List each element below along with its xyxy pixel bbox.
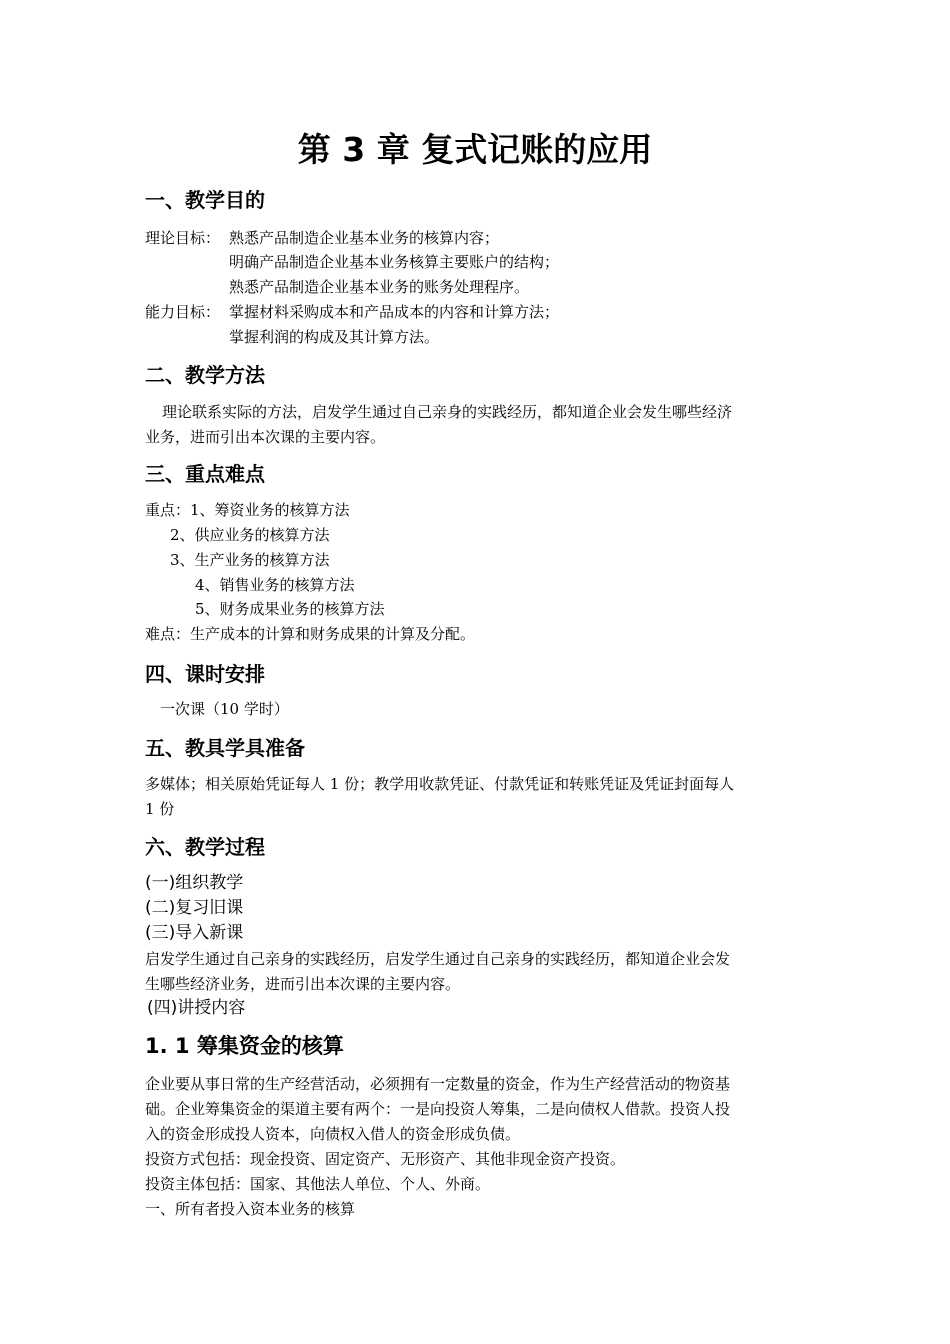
process-item: (三)导入新课 bbox=[145, 923, 244, 943]
paragraph-line: 生哪些经济业务，进而引出本次课的主要内容。 bbox=[145, 975, 461, 993]
heading-teaching-aids: 五、教具学具准备 bbox=[145, 736, 305, 760]
heading-schedule: 四、课时安排 bbox=[145, 662, 265, 686]
key-point-line: 重点：1、筹资业务的核算方法 bbox=[145, 501, 350, 519]
paragraph-line: 1 份 bbox=[145, 800, 175, 818]
theory-goal-line: 熟悉产品制造企业基本业务的账务处理程序。 bbox=[229, 278, 530, 296]
paragraph-line: 业务，进而引出本次课的主要内容。 bbox=[145, 428, 386, 446]
theory-goal-line: 明确产品制造企业基本业务核算主要账户的结构； bbox=[229, 253, 560, 271]
key-point-line: 3、生产业务的核算方法 bbox=[170, 551, 330, 569]
paragraph-line: 企业要从事日常的生产经营活动，必须拥有一定数量的资金，作为生产经营活动的物资基 bbox=[145, 1075, 731, 1093]
theory-goal-label: 理论目标： bbox=[145, 229, 221, 247]
difficult-point-line: 难点：生产成本的计算和财务成果的计算及分配。 bbox=[145, 625, 476, 643]
paragraph-line: 础。企业筹集资金的渠道主要有两个：一是向投资人筹集，二是向债权人借款。投资人投 bbox=[145, 1100, 731, 1118]
paragraph-line: 投资方式包括：现金投资、固定资产、无形资产、其他非现金资产投资。 bbox=[145, 1150, 626, 1168]
schedule-line: 一次课（10 学时） bbox=[160, 700, 289, 718]
process-item: (四)讲授内容 bbox=[147, 998, 246, 1018]
key-point-line: 2、供应业务的核算方法 bbox=[170, 526, 330, 544]
paragraph-line: 投资主体包括：国家、其他法人单位、个人、外商。 bbox=[145, 1175, 491, 1193]
heading-teaching-process: 六、教学过程 bbox=[145, 835, 265, 859]
key-point-line: 4、销售业务的核算方法 bbox=[195, 576, 355, 594]
paragraph-line: 多媒体；相关原始凭证每人 1 份；教学用收款凭证、付款凭证和转账凭证及凭证封面每人 bbox=[145, 775, 735, 793]
chapter-title: 第 3 章 复式记账的应用 bbox=[297, 130, 653, 169]
paragraph-line: 理论联系实际的方法，启发学生通过自己亲身的实践经历，都知道企业会发生哪些经济 bbox=[162, 403, 733, 421]
key-point-line: 5、财务成果业务的核算方法 bbox=[195, 600, 385, 618]
heading-fundraising-accounting: 1. 1 筹集资金的核算 bbox=[145, 1034, 344, 1058]
paragraph-line: 一、所有者投入资本业务的核算 bbox=[145, 1200, 356, 1218]
ability-goal-label: 能力目标： bbox=[145, 303, 221, 321]
ability-goal-line: 掌握利润的构成及其计算方法。 bbox=[229, 328, 440, 346]
heading-key-points: 三、重点难点 bbox=[145, 462, 265, 486]
paragraph-line: 入的资金形成投人资本，向债权入借人的资金形成负债。 bbox=[145, 1125, 521, 1143]
paragraph-line: 启发学生通过自己亲身的实践经历，启发学生通过自己亲身的实践经历，都知道企业会发 bbox=[145, 950, 731, 968]
process-item: (一)组织教学 bbox=[145, 873, 244, 893]
ability-goal-line: 掌握材料采购成本和产品成本的内容和计算方法； bbox=[229, 303, 560, 321]
process-item: (二)复习旧课 bbox=[145, 898, 244, 918]
heading-teaching-objectives: 一、教学目的 bbox=[145, 188, 265, 212]
theory-goal-line: 熟悉产品制造企业基本业务的核算内容； bbox=[229, 229, 500, 247]
heading-teaching-methods: 二、教学方法 bbox=[145, 363, 265, 387]
